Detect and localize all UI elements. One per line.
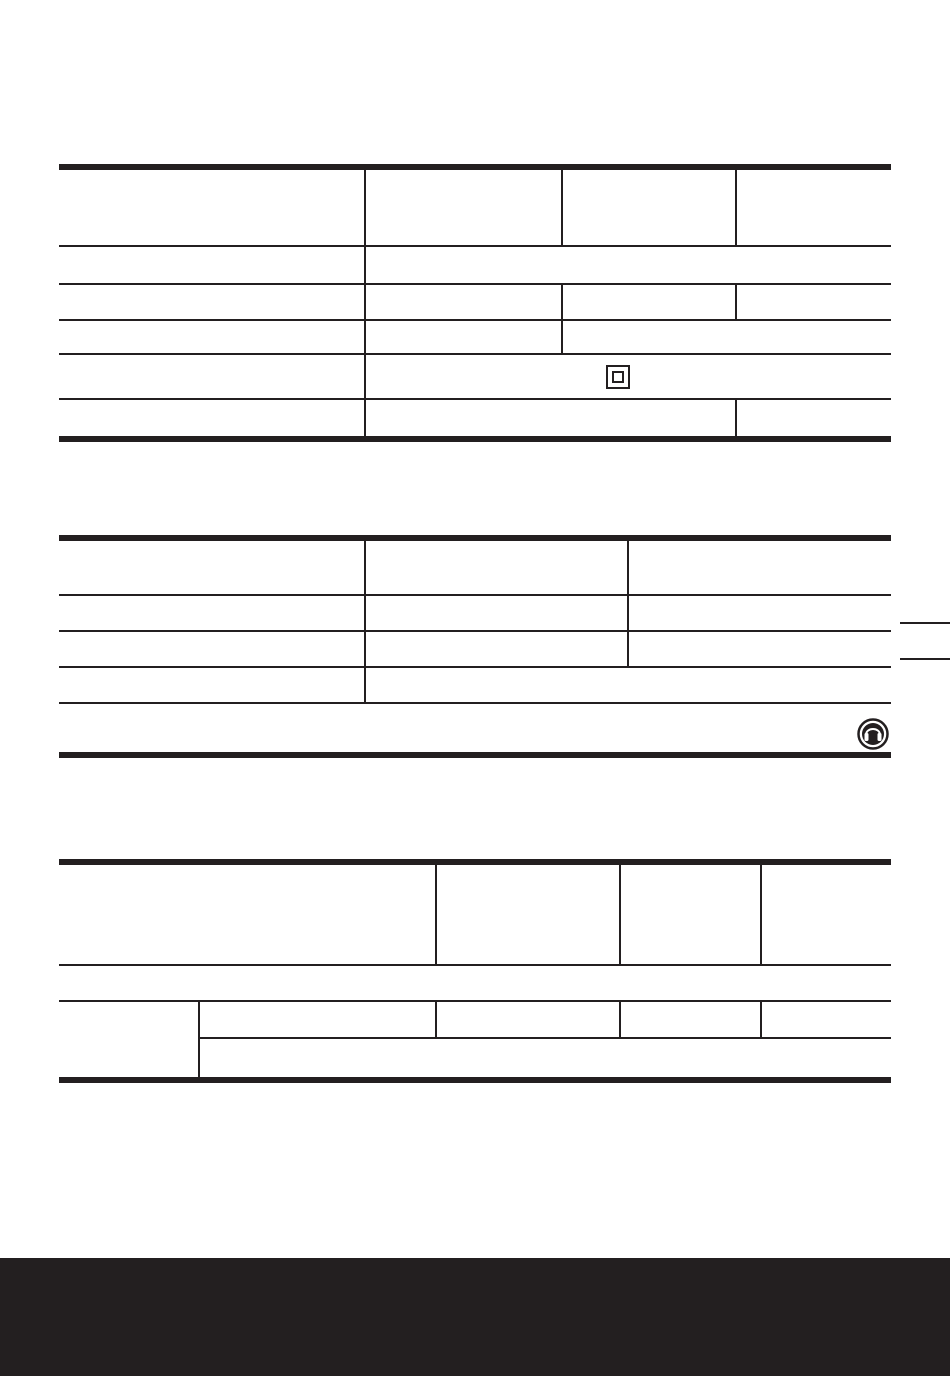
table1-row-rule (59, 283, 891, 285)
table3-row-rule (199, 1037, 891, 1039)
table3-col-divider (619, 865, 621, 964)
table1-col-divider (561, 285, 563, 353)
double-square-icon (606, 365, 630, 389)
table1-col-divider (735, 170, 737, 245)
table3-bottom-rule (59, 1077, 891, 1083)
table3-col-divider (619, 1002, 621, 1037)
table2-top-rule (59, 535, 891, 541)
table3-row-rule (59, 1000, 891, 1002)
table2-col-divider (627, 541, 629, 666)
table1-col-divider (735, 400, 737, 436)
table1-top-rule (59, 164, 891, 170)
table3-row-rule (59, 964, 891, 966)
table2-row-rule (59, 666, 891, 668)
table1-row-rule (59, 398, 891, 400)
table1-col-divider (364, 170, 366, 436)
table3-top-rule (59, 859, 891, 865)
section-tab-bottom-rule (900, 658, 950, 660)
ear-protection-icon (857, 718, 889, 750)
table1-row-rule (59, 245, 891, 247)
table3-col-divider (198, 1002, 200, 1077)
table2-col-divider (364, 541, 366, 702)
table1-bottom-rule (59, 436, 891, 442)
page-footer-band (0, 1258, 950, 1376)
table2-bottom-rule (59, 752, 891, 758)
table1-col-divider (561, 170, 563, 245)
table2-row-rule (59, 594, 891, 596)
table3-col-divider (435, 1002, 437, 1037)
table1-col-divider (735, 285, 737, 319)
table3-col-divider (435, 865, 437, 964)
section-tab-top-rule (900, 622, 950, 624)
table3-col-divider (760, 865, 762, 964)
table1-row-rule (59, 353, 891, 355)
table2-row-rule (59, 630, 891, 632)
table3-col-divider (760, 1002, 762, 1037)
table1-row-rule (59, 319, 891, 321)
table2-row-rule (59, 702, 891, 704)
